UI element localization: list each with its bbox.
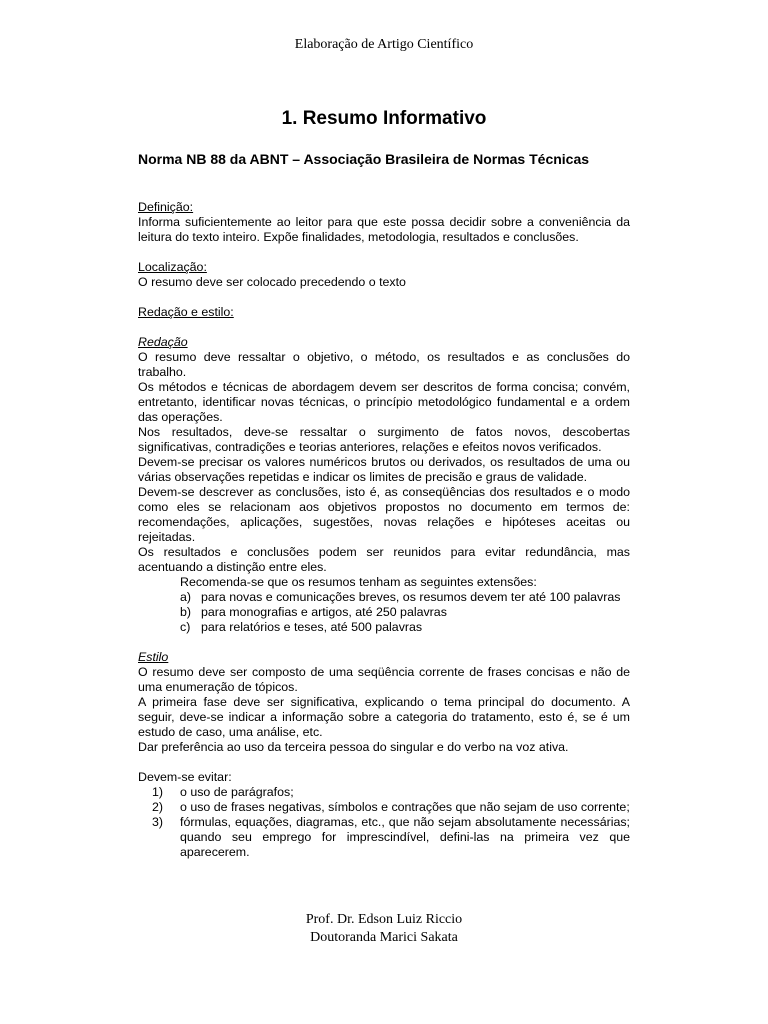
- footer-coauthor: Doutoranda Marici Sakata: [310, 930, 458, 945]
- list-marker: 1): [152, 785, 164, 799]
- redacao-paragraph: Nos resultados, deve-se ressaltar o surgimento de fatos novos, descobertas significativas, contradições e teorias anteriores, relações e efeitos novos verificados.: [138, 425, 630, 454]
- list-item: [152, 815, 630, 860]
- localizacao-heading: Localização:: [138, 260, 207, 274]
- estilo-paragraph: O resumo deve ser composto de uma seqüência corrente de frases concisas e não de uma enumeração de tópicos.: [138, 665, 630, 694]
- estilo-heading: Estilo: [138, 650, 169, 664]
- list-marker: 2): [152, 800, 164, 814]
- list-marker: b): [180, 605, 192, 619]
- estilo-paragraph: Dar preferência ao uso da terceira pessoa do singular e do verbo na voz ativa.: [138, 740, 569, 754]
- evitar-list: [138, 785, 630, 860]
- redacao-paragraph: Os resultados e conclusões podem ser reunidos para evitar redundância, mas acentuando a distinção entre eles.: [138, 545, 630, 574]
- footer-author: Prof. Dr. Edson Luiz Riccio: [305, 912, 463, 927]
- redacao-heading: Redação: [138, 335, 188, 349]
- document-body: [138, 200, 630, 860]
- list-item-text: fórmulas, equações, diagramas, etc., que não sejam absolutamente necessárias; quando seu emprego for imprescindível, defini-las na primeira vez que aparecerem.: [180, 815, 630, 859]
- extensoes-list: [138, 590, 630, 635]
- list-marker: a): [180, 590, 192, 604]
- list-item: [180, 590, 630, 605]
- list-item: [152, 800, 630, 815]
- page-footer: [0, 911, 768, 947]
- redacao-paragraph: Devem-se precisar os valores numéricos brutos ou derivados, os resultados de uma ou várias observações repetidas e indicar os limites de precisão e graus de validade.: [138, 455, 630, 484]
- redacao-paragraph: Devem-se descrever as conclusões, isto é, as conseqüências dos resultados e o modo como eles se relacionam aos objetivos propostos no documento em termos de: recomendações, aplicações, sugestões, novas relações e hipóteses aceitas ou rejeitadas.: [138, 485, 630, 544]
- list-item: [152, 785, 630, 800]
- list-item: [180, 620, 630, 635]
- list-item-text: para relatórios e teses, até 500 palavras: [201, 620, 423, 634]
- evitar-heading: Devem-se evitar:: [138, 770, 232, 784]
- definicao-text: Informa suficientemente ao leitor para que este possa decidir sobre a conveniência da leitura do texto inteiro. Expõe finalidades, metodologia, resultados e conclusões.: [138, 215, 630, 244]
- localizacao-text: O resumo deve ser colocado precedendo o texto: [138, 275, 406, 289]
- estilo-paragraph: A primeira fase deve ser significativa, explicando o tema principal do documento. A seguir, deve-se indicar a informação sobre a categoria do tratamento, esto é, se é um estudo de caso, uma análise, etc.: [138, 695, 630, 739]
- list-marker: 3): [152, 815, 164, 829]
- redacao-paragraph: Os métodos e técnicas de abordagem devem ser descritos de forma concisa; convém, entretanto, identificar novas técnicas, o princípio metodológico fundamental e a ordem das operações.: [138, 380, 630, 424]
- page-subtitle: Norma NB 88 da ABNT – Associação Brasileira de Normas Técnicas: [138, 151, 590, 167]
- list-marker: c): [180, 620, 191, 634]
- list-item-text: para novas e comunicações breves, os resumos devem ter até 100 palavras: [201, 590, 621, 604]
- list-item-text: para monografias e artigos, até 250 palavras: [201, 605, 447, 619]
- list-item-text: o uso de frases negativas, símbolos e contrações que não sejam de uso corrente;: [180, 800, 630, 814]
- redacao-recommendation: Recomenda-se que os resumos tenham as seguintes extensões:: [180, 575, 537, 589]
- page-header: Elaboração de Artigo Científico: [294, 37, 474, 52]
- redacao-paragraph: O resumo deve ressaltar o objetivo, o método, os resultados e as conclusões do trabalho.: [138, 350, 630, 379]
- list-item-text: o uso de parágrafos;: [180, 785, 294, 799]
- redacao-estilo-heading: Redação e estilo:: [138, 305, 234, 319]
- page-title: 1. Resumo Informativo: [281, 108, 487, 129]
- list-item: [180, 605, 630, 620]
- definicao-heading: Definição:: [138, 200, 194, 214]
